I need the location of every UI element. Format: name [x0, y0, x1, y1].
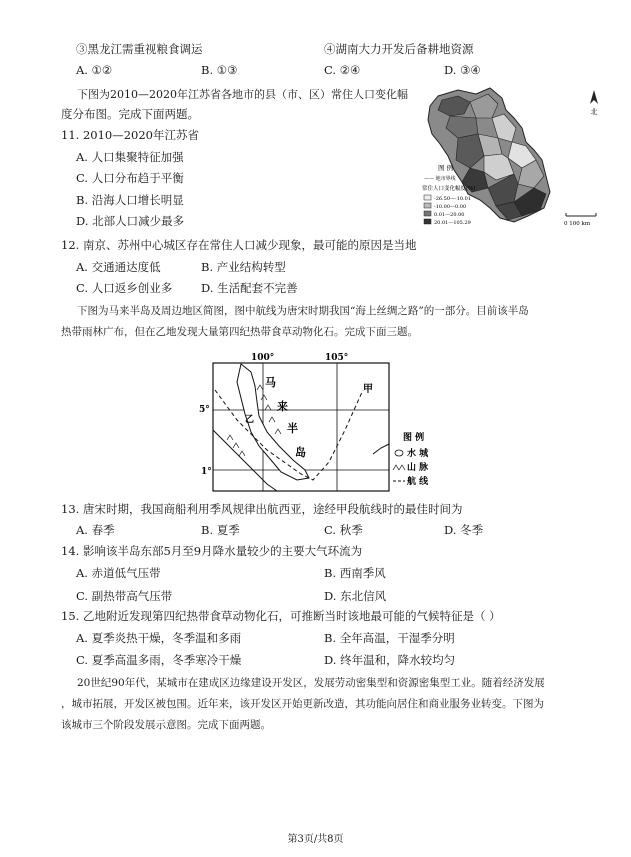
legend-range-4: 20.01—105.29	[434, 220, 471, 226]
label-yi: 乙	[245, 415, 255, 425]
map-scale: 0 100 km	[564, 221, 591, 227]
intro-3-line-2: ，城市拓展，开发区被包围。近年来，该开发区开始更新改造，其功能向居住和商业服务业转变。下图为	[61, 698, 544, 710]
q11-stem: 11. 2010—2020年江苏省	[61, 128, 199, 142]
mountain-legend-icon	[393, 465, 405, 470]
q11-option-b: B. 沿海人口增长明显	[76, 193, 184, 207]
label-dao: 岛	[295, 446, 306, 459]
intro-2-line-1: 下图为马来半岛及周边地区简图，图中航线为唐宋时期我国“海上丝绸之路”的一部分。目前该半岛	[77, 305, 529, 317]
q11-option-c: C. 人口分布趋于平衡	[76, 171, 184, 185]
city-legend-icon	[395, 450, 403, 456]
q15-option-d: D. 终年温和，降水较均匀	[324, 653, 456, 667]
q13-option-d: D. 冬季	[444, 523, 484, 537]
label-lai: 来	[277, 400, 288, 413]
legend-range-3: 0.01—20.00	[434, 212, 465, 218]
malay-legend-title: 图 例	[403, 433, 425, 443]
page-footer: 第3页/共8页	[287, 834, 344, 845]
malay-peninsula-map	[197, 350, 437, 492]
q11-option-d: D. 北部人口减少最多	[76, 214, 185, 228]
prev-choice-b: B. ①③	[201, 63, 238, 77]
legend-range-1: -26.50—-10.01	[434, 196, 472, 202]
intro-3-line-3: 该城市三个阶段发展示意图。完成下面两题。	[61, 719, 271, 731]
prev-option-3: ③黑龙江需重视粮食调运	[76, 42, 203, 56]
q14-option-b: B. 西南季风	[324, 566, 386, 580]
q12-option-d: D. 生活配套不完善	[201, 281, 298, 295]
prev-choice-d: D. ③④	[444, 63, 481, 77]
q12-stem: 12. 南京、苏州中心城区存在常住人口减少现象，最可能的原因是当地	[61, 238, 417, 252]
intro-2-line-2: 热带雨林广布，但在乙地发现大量第四纪热带食草动物化石。完成下面三题。	[61, 326, 418, 338]
q14-option-a: A. 赤道低气压带	[76, 566, 161, 580]
legend-swatch-4	[424, 219, 431, 224]
q13-option-a: A. 春季	[76, 523, 115, 537]
q15-option-a: A. 夏季炎热干燥，冬季温和多雨	[76, 631, 242, 645]
map-range-title: 常住人口变化幅度(%)	[422, 186, 476, 192]
map-boundary-legend: —— 地市界线	[424, 176, 456, 182]
legend-swatch-1	[424, 195, 431, 200]
jiangsu-population-map	[418, 84, 618, 230]
lon-label-100: 100°	[251, 353, 275, 363]
prev-choice-a: A. ①②	[76, 63, 113, 77]
q14-option-d: D. 东北信风	[324, 589, 387, 603]
q12-option-c: C. 人口返乡创业多	[76, 281, 173, 295]
q15-option-b: B. 全年高温，干湿季分明	[324, 631, 455, 645]
legend-route: 航 线	[407, 477, 429, 487]
label-jia: 甲	[363, 384, 373, 395]
north-label: 北	[590, 108, 598, 116]
q13-stem: 13. 唐宋时期，我国商船利用季风规律出航西亚，途经甲段航线时的最佳时间为	[61, 502, 463, 516]
q11-option-a: A. 人口集聚特征加强	[76, 150, 184, 164]
north-arrow-icon	[590, 90, 598, 104]
lat-label-1: 1°	[201, 467, 212, 477]
intro-1-line-2: 度分布图。完成下面两题。	[61, 107, 199, 121]
legend-mountain: 山 脉	[407, 463, 429, 473]
q13-option-c: C. 秋季	[324, 523, 363, 537]
intro-1-line-1: 下图为2010—2020年江苏省各地市的县（市、区）常住人口变化幅	[77, 88, 408, 101]
q12-option-a: A. 交通通达度低	[76, 260, 161, 274]
legend-range-2: -10.00—0.00	[434, 204, 467, 210]
lon-label-105: 105°	[325, 353, 349, 363]
intro-3-line-1: 20世纪90年代，某城市在建成区边缘建设开发区，发展劳动密集型和资源密集型工业。随着经济发展	[77, 677, 545, 689]
legend-city: 水 城	[407, 449, 429, 459]
q13-option-b: B. 夏季	[201, 523, 240, 537]
q12-option-b: B. 产业结构转型	[201, 260, 286, 274]
q14-stem: 14. 影响该半岛东部5月至9月降水量较少的主要大气环流为	[61, 544, 363, 558]
legend-swatch-3	[424, 211, 431, 216]
prev-choice-c: C. ②④	[324, 63, 361, 77]
lat-label-5: 5°	[199, 405, 210, 415]
q14-option-c: C. 副热带高气压带	[76, 589, 173, 603]
q15-option-c: C. 夏季高温多雨，冬季寒冷干燥	[76, 653, 242, 667]
label-ma: 马	[265, 376, 276, 389]
map-legend-title: 图 例	[438, 164, 454, 172]
q15-stem: 15. 乙地附近发现第四纪热带食草动物化石，可推断当时该地最可能的气候特征是（ ）	[61, 609, 501, 623]
prev-option-4: ④湖南大力开发后备耕地资源	[324, 42, 474, 56]
legend-swatch-2	[424, 203, 431, 208]
label-ban: 半	[287, 422, 298, 435]
